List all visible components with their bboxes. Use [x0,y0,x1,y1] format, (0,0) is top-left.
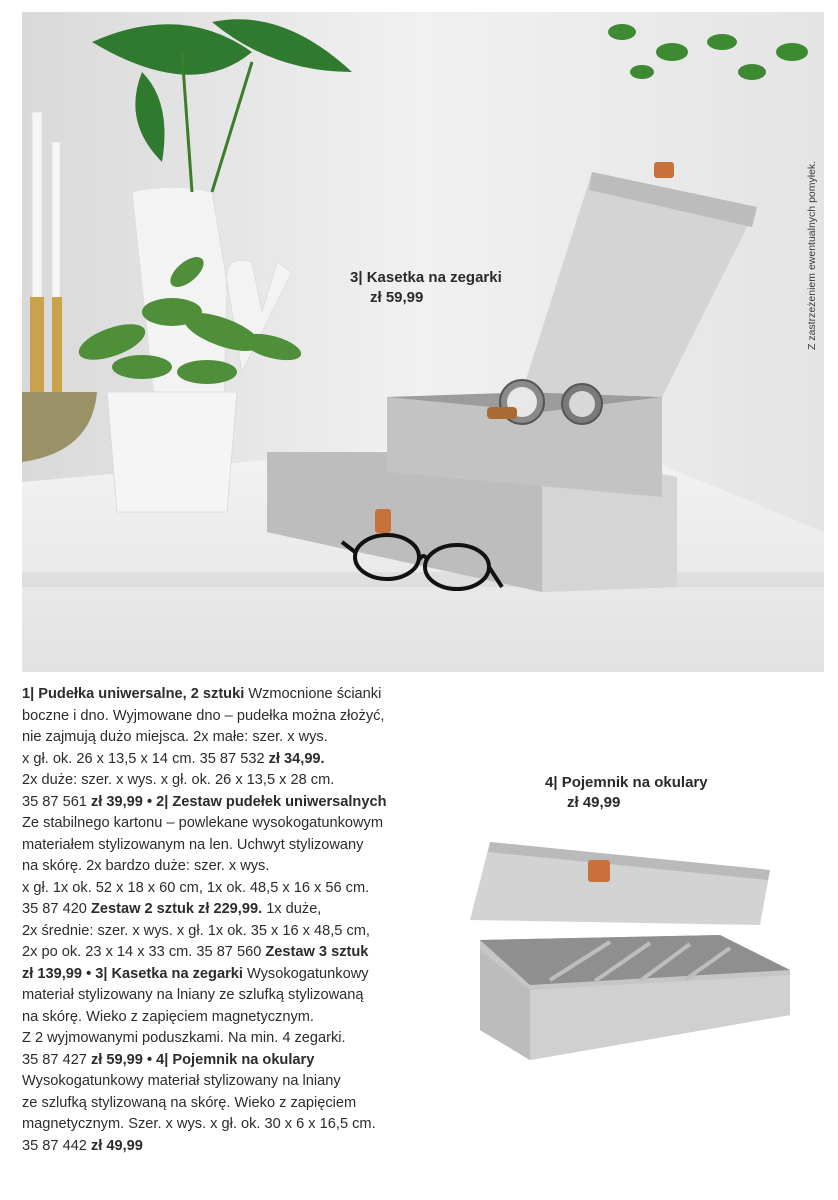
desc-line: Wysokogatunkowy materiał stylizowany na lniany [22,1073,341,1089]
desc-line: Ze stabilnego kartonu – powlekane wysokogatunkowym [22,815,383,831]
desc-line: 35 87 561 zł 39,99 • 2| Zestaw pudełek uniwersalnych [22,793,387,810]
callout-glasses-box-label: 4| Pojemnik na okulary [545,774,708,791]
desc-line: 2x duże: szer. x wys. x gł. ok. 26 x 13,5 x 28 cm. [22,772,335,788]
disclaimer [806,90,820,350]
desc-line: materiałem stylizowanym na len. Uchwyt stylizowany [22,836,364,853]
desc-line: ze szlufką stylizowaną na skórę. Wieko z zapięciem [22,1094,357,1111]
product-description [22,684,462,1157]
callout-glasses-box-price: zł 49,99 [567,794,621,811]
desc-line: boczne i dno. Wyjmowane dno – pudełka można złożyć, [22,707,385,724]
desc-line: materiał stylizowany na lniany ze szlufką stylizowaną [22,987,364,1003]
desc-line: 35 87 442 zł 49,99 [22,1137,143,1154]
desc-line: magnetycznym. Szer. x wys. x gł. ok. 30 x 6 x 16,5 cm. [22,1116,376,1132]
callout-watch-box-label: 3| Kasetka na zegarki [350,269,502,286]
callout-glasses-box [545,773,708,813]
desc-line: na skórę. 2x bardzo duże: szer. x wys. [22,858,270,874]
desc-line: na skórę. Wieko z zapięciem magnetycznym. [22,1008,314,1025]
desc-line: 2x średnie: szer. x wys. x gł. 1x ok. 35 x 16 x 48,5 cm, [22,922,370,939]
desc-line: nie zajmują dużo miejsca. 2x małe: szer. x wys. [22,729,328,745]
desc-line: Z 2 wyjmowanymi poduszkami. Na min. 4 zegarki. [22,1030,346,1046]
desc-line: x gł. 1x ok. 52 x 18 x 60 cm, 1x ok. 48,5 x 16 x 56 cm. [22,879,370,896]
product-photo [22,12,824,672]
callout-watch-box [350,268,502,308]
callout-watch-box-price: zł 59,99 [370,289,424,306]
desc-line: x gł. ok. 26 x 13,5 x 14 cm. 35 87 532 zł 34,99. [22,750,325,767]
desc-line: 35 87 427 zł 59,99 • 4| Pojemnik na okulary [22,1051,315,1068]
disclaimer-text: Z zastrzeżeniem ewentualnych pomyłek. [806,160,818,350]
desc-line: 2x po ok. 23 x 14 x 33 cm. 35 87 560 Zestaw 3 sztuk [22,944,369,960]
glasses-box-photo [470,840,800,1070]
desc-line: 1| Pudełka uniwersalne, 2 sztuki Wzmocnione ścianki [22,686,382,702]
desc-line: 35 87 420 Zestaw 2 sztuk zł 229,99. 1x duże, [22,901,322,917]
desc-line: zł 139,99 • 3| Kasetka na zegarki Wysokogatunkowy [22,965,369,982]
